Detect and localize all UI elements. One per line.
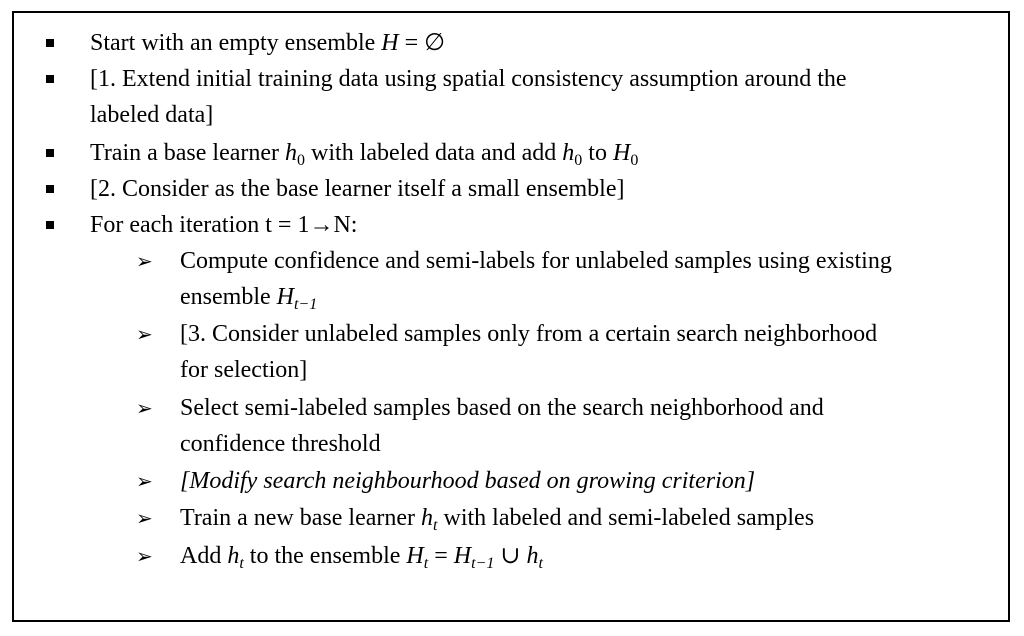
math-var: h <box>227 543 240 569</box>
list-item-continuation <box>90 97 213 133</box>
item-text: labeled data] <box>90 102 214 128</box>
math-subscript: t <box>433 517 438 534</box>
math-subscript: 0 <box>297 152 306 169</box>
item-text: Select semi-labeled samples based on the search neighborhood and <box>180 395 824 421</box>
math-subscript: t−1 <box>471 555 495 572</box>
sub-list-item-continuation <box>180 352 307 388</box>
list-item <box>90 61 847 97</box>
item-text: with labeled data and add <box>305 140 563 166</box>
arrowhead-bullet-icon: ➢ <box>136 469 153 493</box>
item-text: Add <box>180 543 228 569</box>
math-var: H <box>612 140 631 166</box>
math-var: h <box>421 505 434 531</box>
item-text: Start with an empty ensemble <box>90 30 382 56</box>
math-subscript: 0 <box>630 152 639 169</box>
item-text: [3. Consider unlabeled samples only from a certain search neighborhood <box>180 321 878 347</box>
item-text: Train a new base learner <box>180 505 422 531</box>
math-var: H <box>453 543 472 569</box>
square-bullet-icon <box>46 149 54 157</box>
arrowhead-bullet-icon: ➢ <box>136 544 153 568</box>
item-text: to the ensemble <box>243 543 407 569</box>
algorithm-box <box>12 11 1010 622</box>
item-text: ∪ <box>494 543 527 569</box>
item-text: confidence threshold <box>180 431 381 457</box>
arrowhead-bullet-icon: ➢ <box>136 249 153 273</box>
math-subscript: t <box>423 555 429 572</box>
item-text: = ∅ <box>398 30 446 56</box>
item-text: to <box>582 140 613 166</box>
sub-list-item <box>136 538 543 577</box>
sub-list-item-continuation <box>180 426 381 462</box>
math-var: H <box>381 30 399 56</box>
math-subscript: t <box>239 555 244 572</box>
sub-list-item <box>136 463 756 499</box>
math-var: h <box>285 140 298 166</box>
math-var: h <box>526 543 539 569</box>
list-item <box>90 171 624 207</box>
sub-list-item-continuation <box>180 279 317 318</box>
math-var: H <box>406 543 424 569</box>
math-var: H <box>276 284 294 310</box>
item-text: with labeled and semi-labeled samples <box>437 505 815 531</box>
sub-list-item <box>136 390 824 426</box>
square-bullet-icon <box>46 39 54 47</box>
item-text: [Modify search neighbourhood based on growing criterion] <box>180 468 756 494</box>
list-item <box>90 135 638 174</box>
math-subscript: t−1 <box>293 296 318 313</box>
math-subscript: 0 <box>574 152 583 169</box>
item-text: ensemble <box>180 284 277 310</box>
arrowhead-bullet-icon: ➢ <box>136 396 153 420</box>
sub-list-item <box>136 500 815 539</box>
arrowhead-bullet-icon: ➢ <box>136 322 153 346</box>
list-item <box>90 207 357 243</box>
item-text: [1. Extend initial training data using spatial consistency assumption around the <box>90 66 847 92</box>
item-text: = <box>428 543 454 569</box>
item-text: For each iteration t = 1→N: <box>90 212 358 238</box>
item-text: Compute confidence and semi-labels for unlabeled samples using existing <box>180 248 892 274</box>
arrowhead-bullet-icon: ➢ <box>136 506 153 530</box>
math-subscript: t <box>538 555 543 572</box>
item-text: for selection] <box>180 357 308 383</box>
square-bullet-icon <box>46 185 54 193</box>
square-bullet-icon <box>46 221 54 229</box>
item-text: Train a base learner <box>90 140 286 166</box>
list-item <box>90 25 445 61</box>
square-bullet-icon <box>46 75 54 83</box>
item-text: [2. Consider as the base learner itself a small ensemble] <box>90 176 625 202</box>
sub-list-item <box>136 316 878 352</box>
sub-list-item <box>136 243 892 279</box>
math-var: h <box>562 140 575 166</box>
